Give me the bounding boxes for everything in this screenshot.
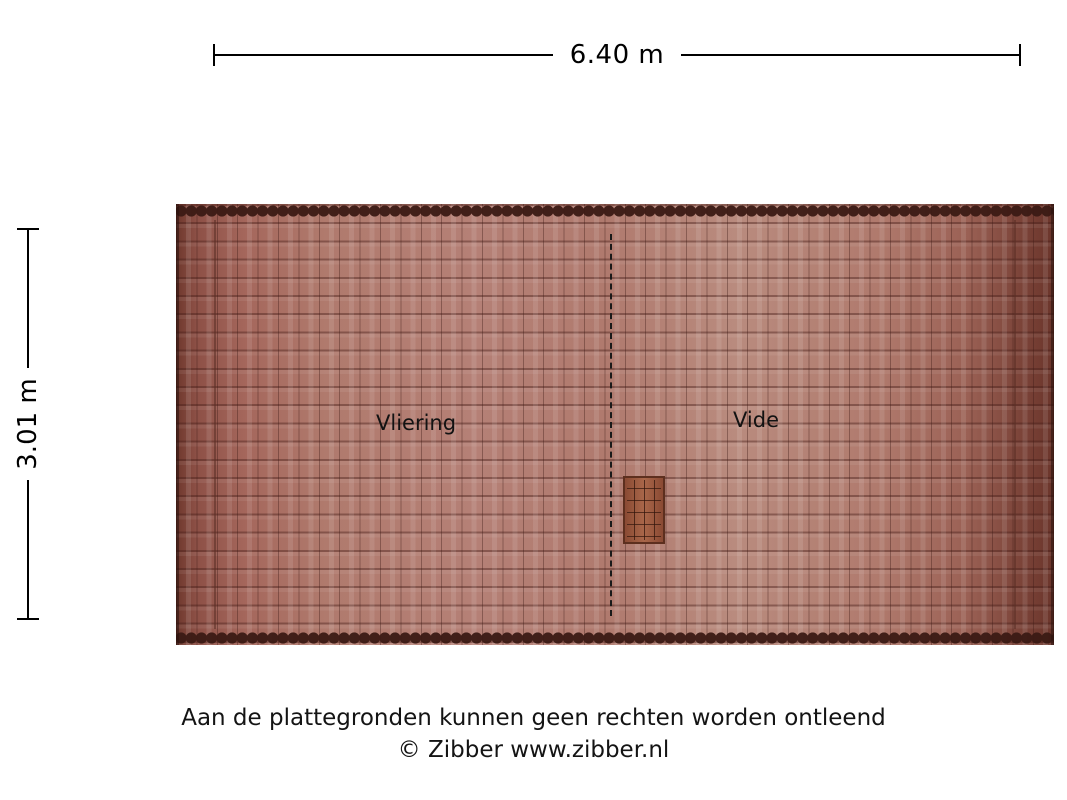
room-label-vide: Vide (733, 408, 779, 432)
dimension-rail-right (681, 54, 1021, 56)
footer-copyright: © Zibber www.zibber.nl (397, 737, 670, 763)
width-dimension (213, 38, 1021, 72)
roof-edge-right (1051, 204, 1054, 645)
dimension-rail-bottom (27, 480, 29, 620)
roof-surface (176, 204, 1054, 645)
dimension-end-cap-bottom (17, 618, 39, 620)
height-dimension-label: 3.01 m (13, 378, 43, 470)
width-dimension-label: 6.40 m (569, 40, 665, 70)
roof-edge-left (176, 204, 179, 645)
footer-disclaimer: Aan de plattegronden kunnen geen rechten worden ontleend (181, 705, 886, 731)
dimension-rail-top (27, 228, 29, 368)
staircase-opening (623, 476, 665, 544)
floor-plan (176, 204, 1054, 645)
roof-tile-edge-top (176, 204, 1054, 218)
height-dimension (8, 228, 48, 620)
stair-riser (634, 480, 635, 540)
roof-valley-right (1014, 220, 1016, 629)
roof-tile-edge-bottom (176, 631, 1054, 645)
roof-valley-left (214, 220, 216, 629)
footer (0, 702, 1067, 766)
dimension-end-cap-right (1019, 44, 1021, 66)
stair-riser (654, 480, 655, 540)
room-divider (610, 234, 612, 616)
stair-riser (644, 480, 645, 540)
room-label-vliering: Vliering (376, 411, 457, 435)
